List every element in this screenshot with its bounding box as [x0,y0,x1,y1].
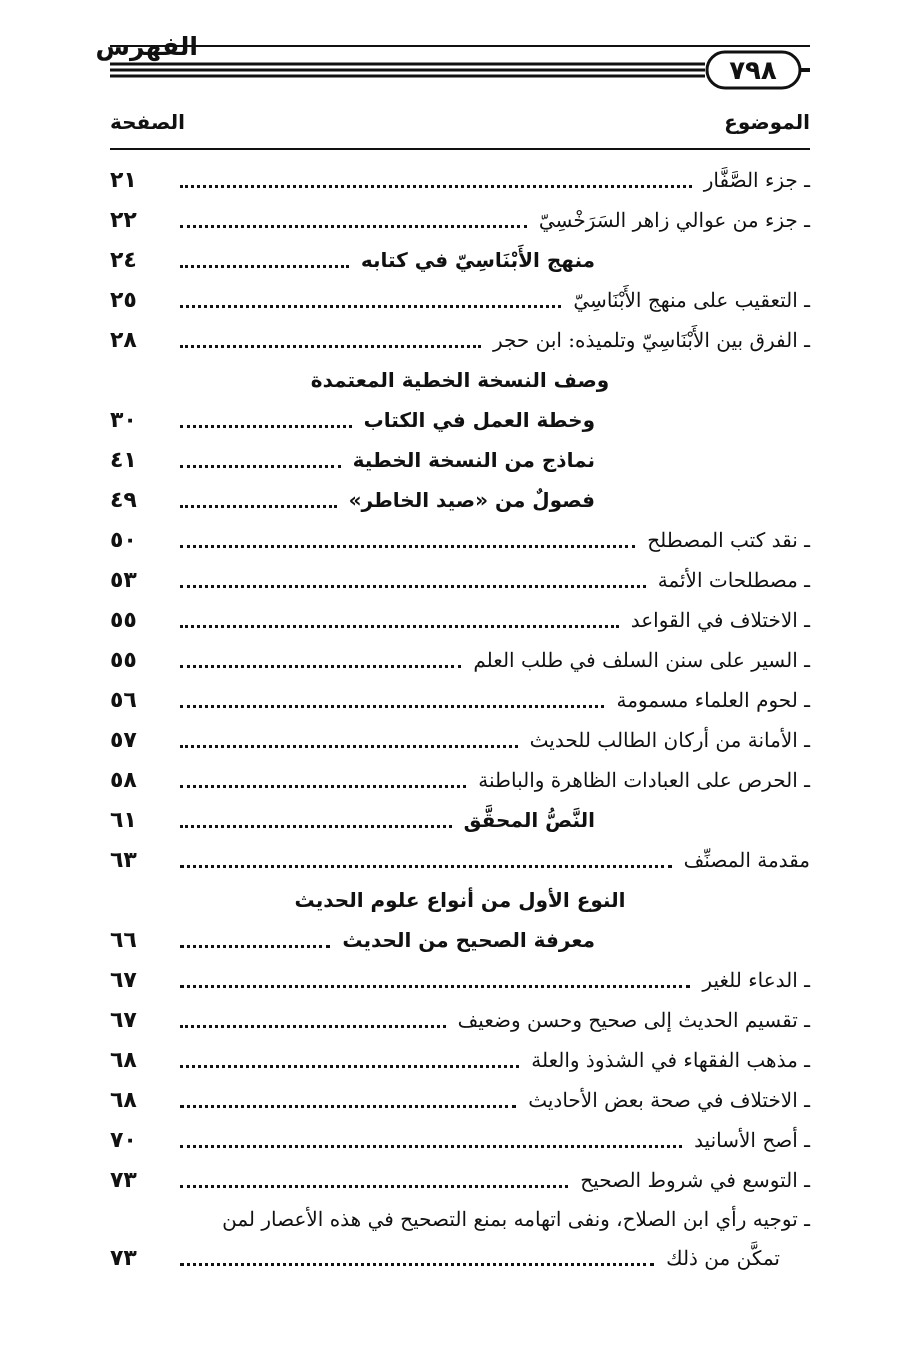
dot-leader [180,1263,654,1266]
toc-entry-title: ـ الحرص على العبادات الظاهرة والباطنة [478,768,810,792]
toc-entry-title: ـ الاختلاف في القواعد [630,608,810,632]
toc-entry-page: ٦١ [110,807,137,833]
section-title: النوع الأول من أنواع علوم الحديث [294,888,626,912]
toc-entry-title: ـ أصح الأسانيد [694,1128,810,1152]
dot-leader [180,785,466,788]
dot-leader [180,625,619,628]
toc-entry-title: ـ التوسع في شروط الصحيح [580,1168,810,1192]
toc-entry-page: ٣٠ [110,407,137,433]
page-number-badge [110,28,810,98]
toc-entry-page: ٥٣ [110,567,137,593]
toc-entry-title: ـ لحوم العلماء مسمومة [616,688,810,712]
dot-leader [180,265,349,268]
toc-entry-page: ٥٧ [110,727,137,753]
toc-entry-page: ٥٥ [110,607,137,633]
dot-leader [180,665,461,668]
toc-section-heading [110,880,810,920]
dot-leader [180,1105,516,1108]
toc-entry [110,1080,810,1120]
toc-entry-page: ٧٣ [110,1167,137,1193]
page-header [95,28,810,98]
toc-entry-page: ٤٩ [110,487,137,513]
toc-heading-entry [110,480,810,520]
toc-section-heading [110,360,810,400]
toc-entry-title: ـ السير على سنن السلف في طلب العلم [473,648,810,672]
running-title: الفهرس [95,32,198,61]
dot-leader [180,705,604,708]
column-header-page: الصفحة [110,110,186,134]
dot-leader [180,1145,682,1148]
toc-entry [110,520,810,560]
toc-entry [110,960,810,1000]
toc-entry-title: فصولٌ من «صيد الخاطر» [348,488,595,512]
toc-entry [110,640,810,680]
toc-entry-title: ـ توجيه رأي ابن الصلاح، ونفى اتهامه بمنع التصحيح في هذه الأعصار لمن [222,1207,810,1231]
toc-entry-title: ـ مصطلحات الأئمة [657,568,810,592]
toc-heading-entry [110,400,810,440]
toc-entry-title: مقدمة المصنِّف [683,848,810,872]
toc-entry-title: ـ تقسيم الحديث إلى صحيح وحسن وضعيف [457,1008,810,1032]
dot-leader [180,1065,519,1068]
toc-entry [110,280,810,320]
toc-entry-page: ٤١ [110,447,137,473]
toc-entry-title: نماذج من النسخة الخطية [352,448,595,472]
toc-entry-title: تمكَّن من ذلك [666,1246,780,1270]
toc-entry-title: ـ الفرق بين الأَبْنَاسِيّ وتلميذه: ابن حجر [492,328,810,352]
column-headers [110,110,810,140]
section-title: وصف النسخة الخطية المعتمدة [310,368,610,392]
toc-entry-page: ٦٦ [110,927,137,953]
toc-entry-title: ـ نقد كتب المصطلح [647,528,810,552]
toc-entry [110,1160,810,1200]
toc-entry-title: منهج الأَبْنَاسِيّ في كتابه [360,248,595,272]
toc-entry [110,840,810,880]
toc-entry-page: ٦٨ [110,1087,137,1113]
toc-entry-page: ٦٧ [110,967,137,993]
toc-entry-title: ـ مذهب الفقهاء في الشذوذ والعلة [531,1048,810,1072]
dot-leader [180,945,330,948]
dot-leader [180,985,690,988]
table-of-contents [110,160,810,1278]
toc-entry-title: ـ التعقيب على منهج الأَبْنَاسِيّ [573,288,810,312]
toc-entry-title: ـ الدعاء للغير [702,968,810,992]
dot-leader [180,185,692,188]
toc-entry-page: ٢٥ [110,287,137,313]
dot-leader [180,505,337,508]
dot-leader [180,225,527,228]
toc-entry-title: ـ الاختلاف في صحة بعض الأحاديث [528,1088,810,1112]
toc-entry-page: ٥٦ [110,687,137,713]
column-header-topic: الموضوع [724,110,810,134]
toc-entry-page: ٥٨ [110,767,137,793]
toc-entry-title: النَّصُّ المحقَّق [463,808,595,832]
dot-leader [180,425,352,428]
toc-entry-page: ٢٨ [110,327,137,353]
dot-leader [180,305,561,308]
toc-entry-page: ٢١ [110,167,137,193]
toc-entry-continuation [110,1238,810,1278]
toc-entry-page: ٧٠ [110,1127,137,1153]
toc-entry-page: ٦٨ [110,1047,137,1073]
toc-entry [110,1000,810,1040]
dot-leader [180,345,481,348]
toc-entry [110,560,810,600]
toc-entry-page: ٥٥ [110,647,137,673]
toc-entry [110,1040,810,1080]
toc-entry [110,760,810,800]
toc-entry [110,200,810,240]
dot-leader [180,1025,446,1028]
dot-leader [180,585,646,588]
toc-heading-entry [110,800,810,840]
toc-heading-entry [110,440,810,480]
toc-entry-page: ٥٠ [110,527,137,553]
toc-entry-title: معرفة الصحيح من الحديث [342,928,595,952]
toc-entry-page: ٦٧ [110,1007,137,1033]
toc-entry-wrapped-line [110,1200,810,1238]
toc-entry [110,720,810,760]
toc-entry [110,320,810,360]
header-rule-ornament [110,28,810,98]
toc-entry [110,160,810,200]
toc-heading-entry [110,920,810,960]
toc-entry-page: ٧٣ [110,1245,137,1271]
toc-entry-page: ٢٤ [110,247,137,273]
toc-heading-entry [110,240,810,280]
toc-entry [110,600,810,640]
toc-entry [110,680,810,720]
header-divider [110,148,810,150]
toc-entry-page: ٦٣ [110,847,137,873]
dot-leader [180,465,341,468]
dot-leader [180,865,672,868]
toc-entry-title: ـ الأمانة من أركان الطالب للحديث [529,728,810,752]
dot-leader [180,545,635,548]
toc-entry-title: ـ جزء من عوالي زاهر السَرَخْسِيّ [538,208,810,232]
page-number: ٧٩٨ [729,56,777,86]
dot-leader [180,1185,568,1188]
toc-entry-title: ـ جزء الصَّفَّار [703,168,810,192]
dot-leader [180,745,518,748]
toc-entry [110,1120,810,1160]
dot-leader [180,825,452,828]
toc-entry-title: وخطة العمل في الكتاب [363,408,595,432]
toc-entry-page: ٢٢ [110,207,137,233]
